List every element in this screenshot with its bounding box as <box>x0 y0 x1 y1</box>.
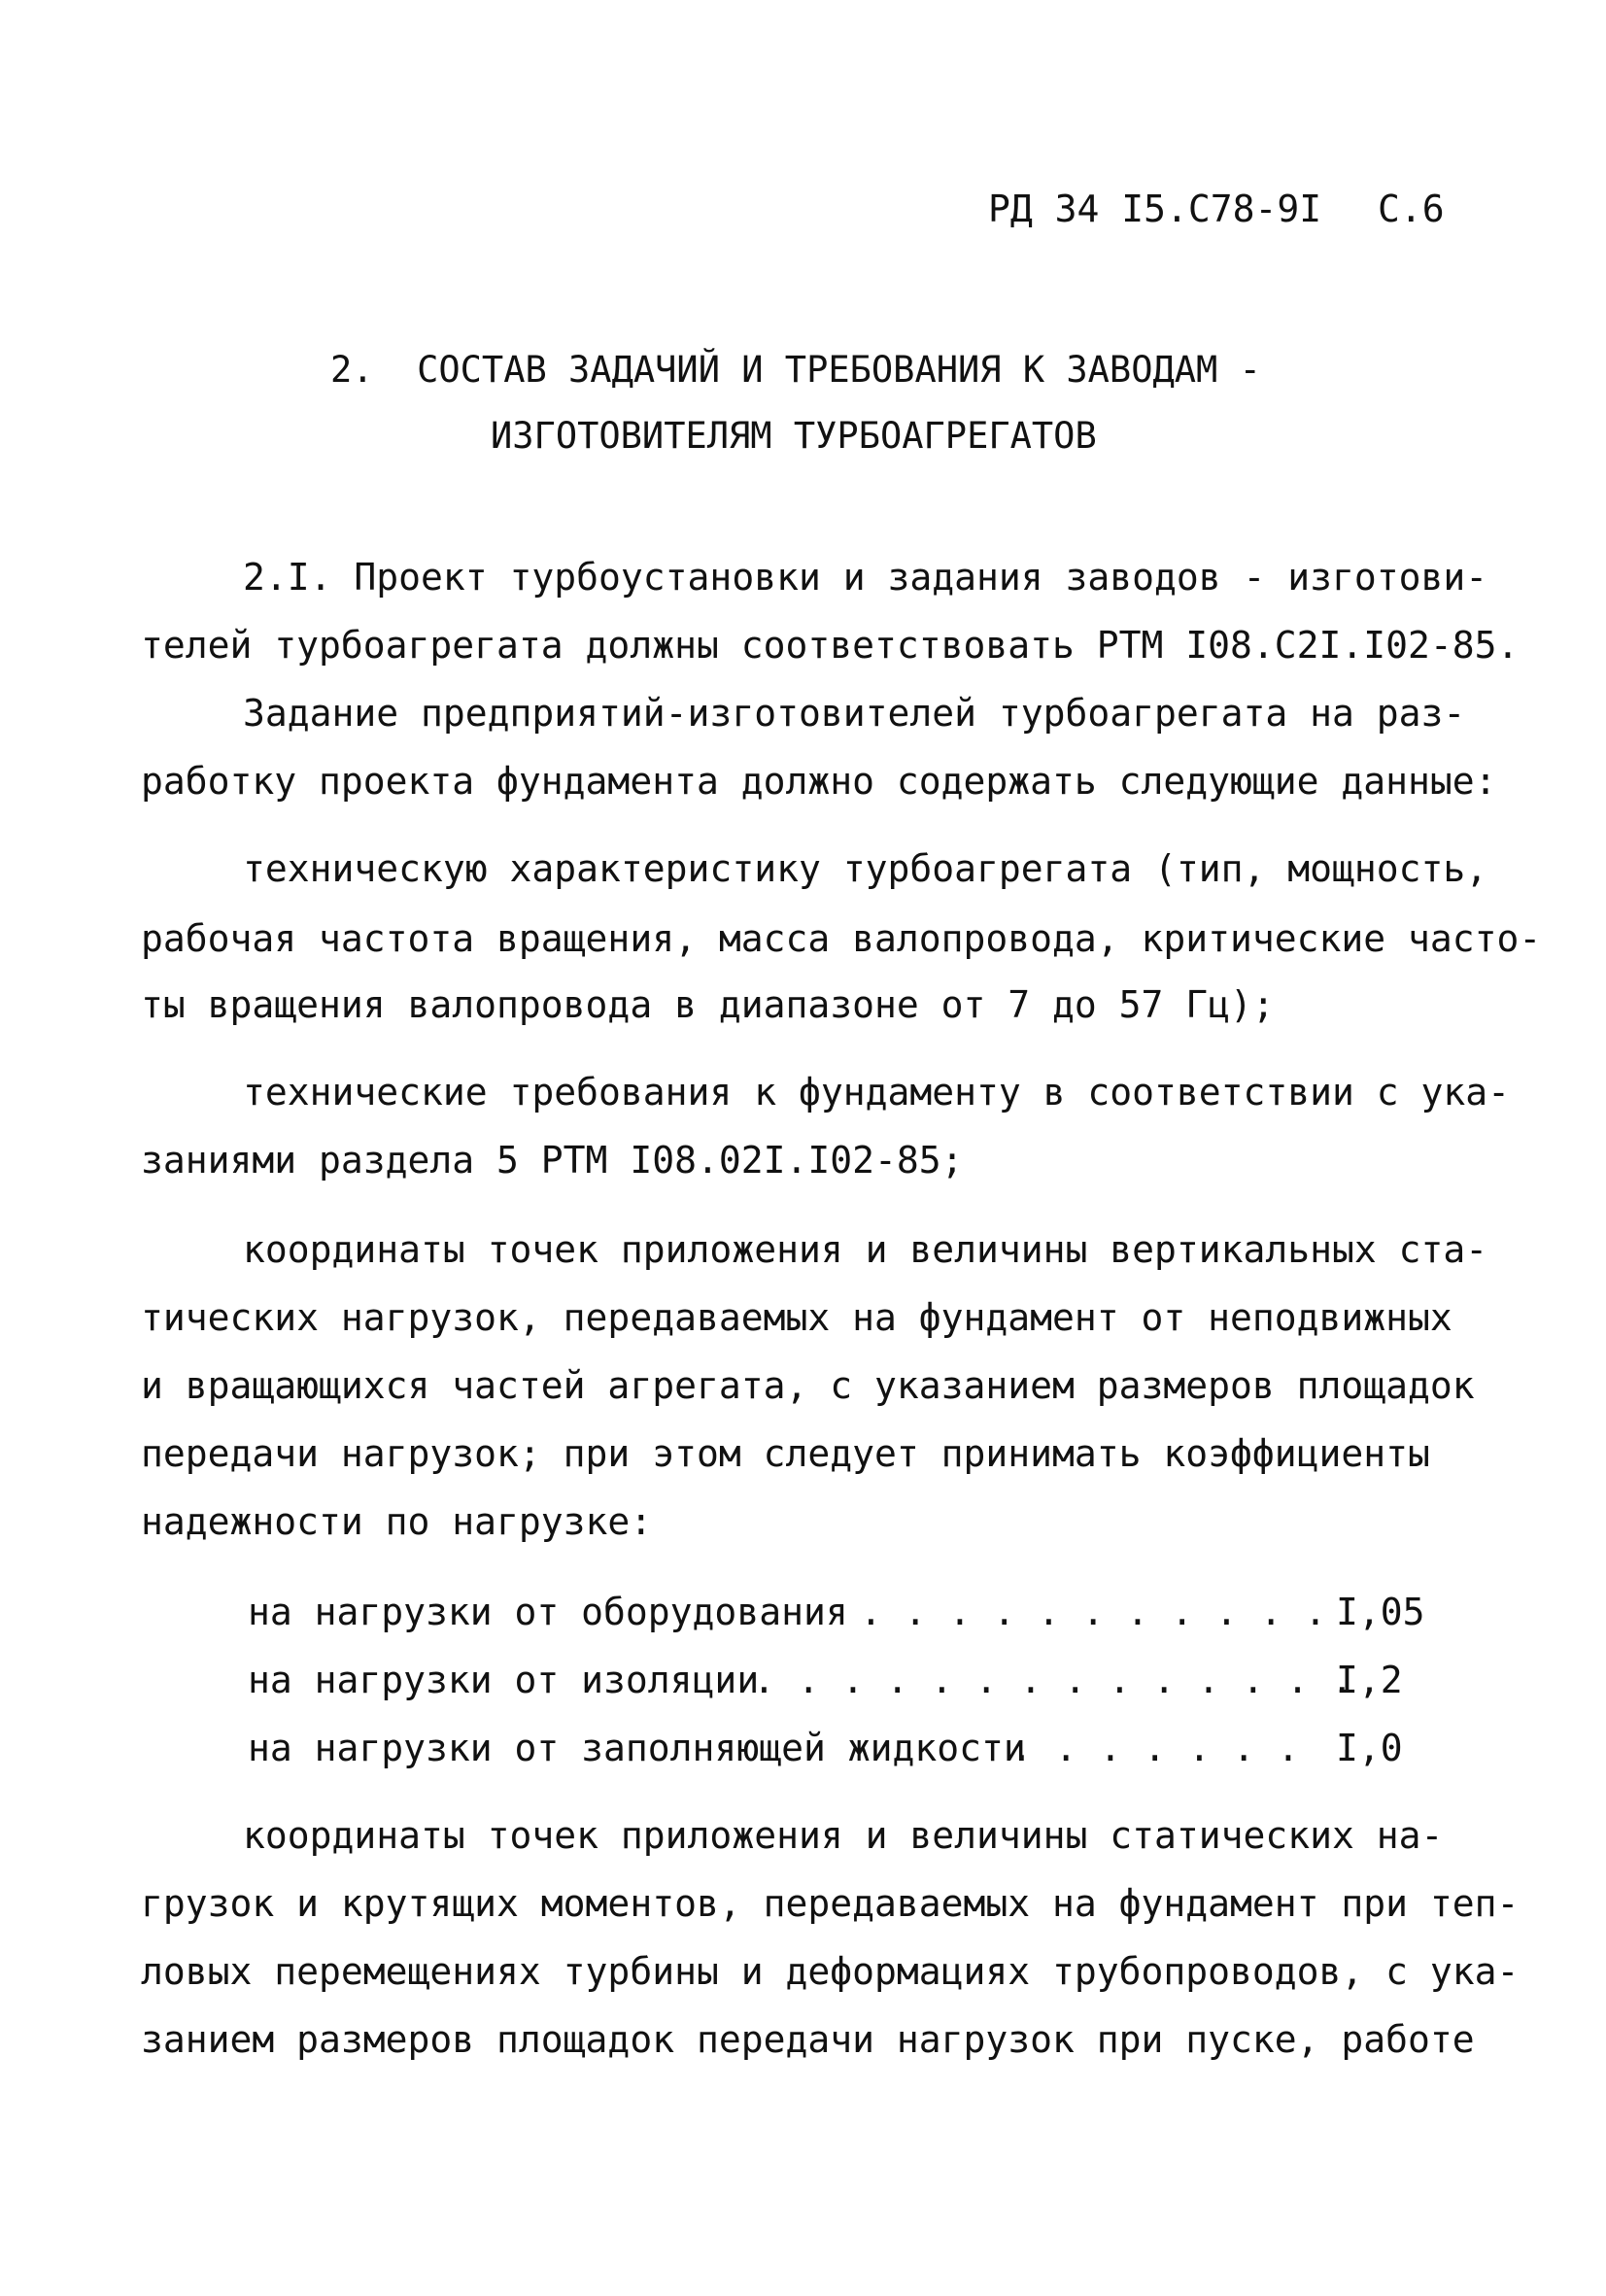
paragraph-line: технические требования к фундаменту в соответствии с ука- <box>243 1071 1511 1114</box>
coefficient-label: на нагрузки от изоляции <box>248 1659 760 1701</box>
section-title-line-2: ИЗГОТОВИТЕЛЯМ ТУРБОАГРЕГАТОВ <box>491 415 1097 457</box>
paragraph-line: ты вращения валопровода в диапазоне от 7 до 57 Гц); <box>141 983 1275 1026</box>
paragraph-line: рабочая частота вращения, масса валопровода, критические часто- <box>141 917 1542 960</box>
paragraph-line: координаты точек приложения и величины статических на- <box>243 1814 1444 1857</box>
leader-dots: . . . . . . . . . . . <box>860 1591 1327 1633</box>
coefficient-label: на нагрузки от оборудования <box>248 1591 848 1633</box>
paragraph-line: координаты точек приложения и величины вертикальных ста- <box>243 1228 1488 1271</box>
paragraph-line: грузок и крутящих моментов, передаваемых на фундамент при теп- <box>141 1882 1520 1925</box>
paragraph-line: надежности по нагрузке: <box>141 1500 653 1543</box>
paragraph-line: 2.I. Проект турбоустановки и задания заводов - изготови- <box>243 556 1488 599</box>
section-title-line-1: 2. СОСТАВ ЗАДАЧИЙ И ТРЕБОВАНИЯ К ЗАВОДАМ - <box>330 349 1261 391</box>
document-code: РД 34 I5.C78-9I <box>988 188 1322 230</box>
paragraph-line: телей турбоагрегата должны соответствовать РТМ I08.C2I.I02-85. <box>141 624 1520 667</box>
coefficient-label: на нагрузки от заполняющей жидкости <box>248 1727 1026 1769</box>
paragraph-line: работку проекта фундамента должно содержать следующие данные: <box>141 760 1497 803</box>
page-number: С.6 <box>1378 188 1445 230</box>
paragraph-line: ловых перемещениях турбины и деформациях трубопроводов, с ука- <box>141 1950 1520 1993</box>
paragraph-line: Задание предприятий-изготовителей турбоагрегата на раз- <box>243 692 1466 735</box>
paragraph-line: и вращающихся частей агрегата, с указанием размеров площадок <box>141 1364 1475 1407</box>
paragraph-line: техническую характеристику турбоагрегата (тип, мощность, <box>243 847 1488 890</box>
coefficient-value: I,0 <box>1336 1727 1403 1769</box>
paragraph-line: передачи нагрузок; при этом следует принимать коэффициенты <box>141 1432 1430 1475</box>
coefficient-value: I,05 <box>1336 1591 1425 1633</box>
leader-dots: . . . . . . . . . . . . . . <box>753 1659 1353 1701</box>
paragraph-line: занием размеров площадок передачи нагрузок при пуске, работе <box>141 2018 1475 2061</box>
paragraph-line: тических нагрузок, передаваемых на фундамент от неподвижных <box>141 1296 1452 1339</box>
paragraph-line: заниями раздела 5 РТМ I08.02I.I02-85; <box>141 1139 964 1182</box>
coefficient-value: I,2 <box>1336 1659 1403 1701</box>
leader-dots: . . . . . . . <box>1010 1727 1300 1769</box>
